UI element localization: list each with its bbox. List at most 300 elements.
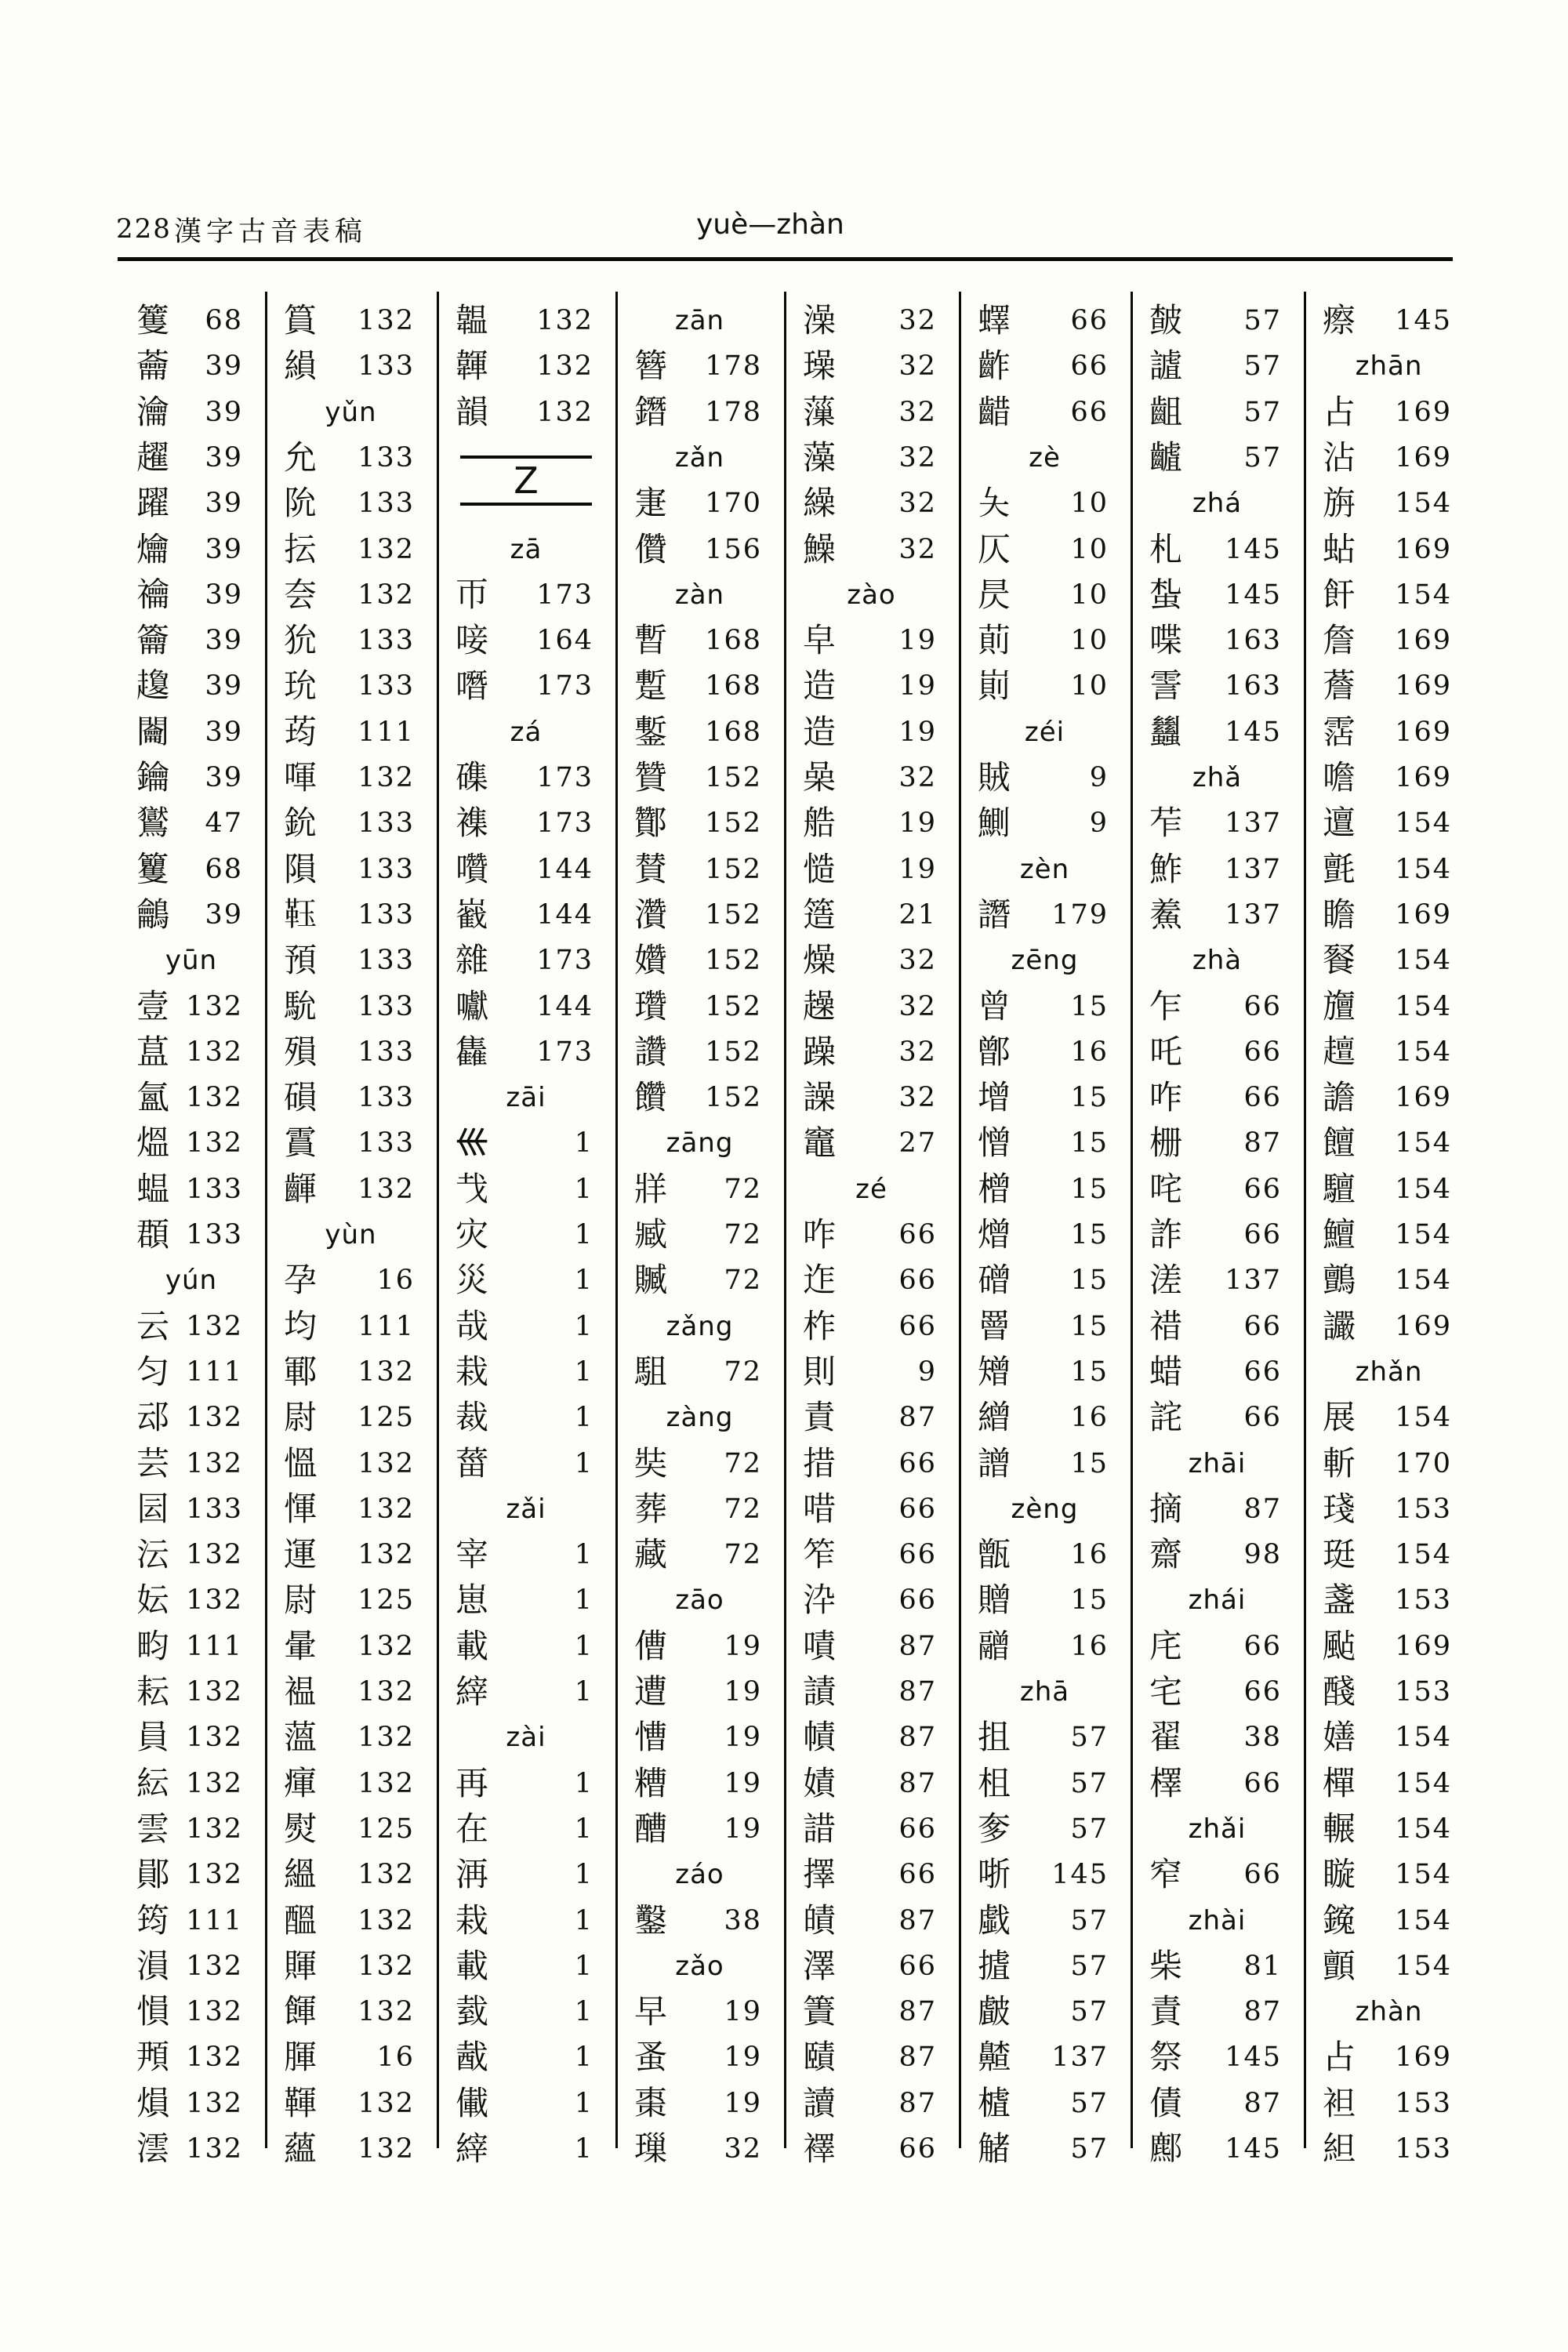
entry-character: 瘒 bbox=[284, 1764, 318, 1802]
entry-character: 䋎 bbox=[1323, 2129, 1356, 2168]
pinyin-heading: zāo bbox=[675, 1584, 724, 1616]
entry-page-number: 81 bbox=[1243, 1951, 1282, 1982]
entry-page-number: 15 bbox=[1070, 1174, 1109, 1205]
entry-character: 哉 bbox=[456, 1307, 489, 1345]
entry-row bbox=[1304, 2081, 1474, 2126]
entry-row bbox=[118, 1852, 265, 1897]
entry-character: 蜡 bbox=[1149, 1352, 1183, 1391]
entry-character: 玧 bbox=[284, 666, 318, 705]
entry-character: 霣 bbox=[284, 1123, 318, 1162]
entry-row bbox=[265, 1852, 437, 1897]
entry-row bbox=[265, 435, 437, 481]
entry-page-number: 39 bbox=[205, 442, 243, 474]
entry-character: 畇 bbox=[136, 1627, 170, 1665]
entry-page-number: 10 bbox=[1070, 579, 1109, 611]
entry-character: 唼 bbox=[456, 621, 489, 659]
entry-character: 雥 bbox=[456, 1033, 489, 1071]
entry-page-number: 10 bbox=[1070, 488, 1109, 519]
entry-character: 酨 bbox=[456, 2038, 489, 2076]
entry-page-number: 87 bbox=[898, 2088, 937, 2119]
entry-page-number: 66 bbox=[1243, 1768, 1282, 1799]
entry-row bbox=[265, 1349, 437, 1395]
entry-character: 蒀 bbox=[136, 1033, 170, 1071]
entry-character: 愪 bbox=[136, 1992, 170, 2031]
entry-page-number: 66 bbox=[1070, 397, 1109, 428]
entry-row bbox=[784, 343, 959, 389]
entry-character: 䪳 bbox=[136, 2038, 170, 2076]
entry-page-number: 154 bbox=[1395, 1036, 1452, 1068]
entry-row bbox=[1304, 298, 1474, 343]
entry-character: 甑 bbox=[978, 1535, 1011, 1573]
entry-row bbox=[784, 1898, 959, 1944]
entry-character: 燥 bbox=[803, 941, 837, 979]
entry-character: 措 bbox=[803, 1444, 837, 1483]
entry-page-number: 132 bbox=[186, 1996, 243, 2027]
entry-character: 讀 bbox=[803, 2084, 837, 2122]
entry-row bbox=[959, 1852, 1131, 1897]
entry-page-number: 1 bbox=[574, 1402, 593, 1433]
entry-row bbox=[1304, 1212, 1474, 1258]
entry-page-number: 19 bbox=[724, 2042, 762, 2073]
entry-page-number: 16 bbox=[376, 1265, 415, 1296]
entry-row bbox=[784, 1486, 959, 1532]
entry-character: 讝 bbox=[1323, 1307, 1356, 1345]
entry-page-number: 137 bbox=[1225, 899, 1282, 931]
entry-character: 棗 bbox=[634, 2084, 668, 2122]
entry-character: 褞 bbox=[284, 1672, 318, 1711]
entry-character: 譖 bbox=[978, 895, 1011, 934]
divider-line bbox=[460, 503, 593, 506]
entry-row bbox=[265, 618, 437, 663]
entry-character: 孕 bbox=[284, 1261, 318, 1299]
entry-row bbox=[1304, 847, 1474, 892]
entry-row bbox=[1304, 1806, 1474, 1852]
entry-row bbox=[959, 984, 1131, 1029]
entry-page-number: 132 bbox=[186, 1448, 243, 1479]
entry-character: 柴 bbox=[1149, 1947, 1183, 1985]
entry-row bbox=[959, 1532, 1131, 1577]
entry-row bbox=[615, 938, 784, 983]
entry-row bbox=[784, 1624, 959, 1669]
entry-row bbox=[437, 390, 615, 435]
entry-row bbox=[265, 2034, 437, 2080]
entry-row bbox=[265, 1532, 437, 1577]
entry-page-number: 132 bbox=[358, 2133, 415, 2165]
entry-page-number: 152 bbox=[705, 808, 762, 839]
entry-page-number: 19 bbox=[724, 1768, 762, 1799]
entry-character: 氳 bbox=[136, 1078, 170, 1116]
entry-row bbox=[959, 1577, 1131, 1623]
entry-row bbox=[784, 938, 959, 983]
entry-page-number: 132 bbox=[186, 2042, 243, 2073]
entry-row bbox=[118, 1715, 265, 1760]
pinyin-heading: zhǎ bbox=[1192, 762, 1243, 793]
entry-page-number: 15 bbox=[1070, 1219, 1109, 1250]
entry-page-number: 66 bbox=[898, 1311, 937, 1342]
entry-page-number: 132 bbox=[186, 1082, 243, 1113]
entry-row bbox=[959, 298, 1131, 343]
entry-page-number: 66 bbox=[1243, 1402, 1282, 1433]
entry-character: 縕 bbox=[284, 1855, 318, 1893]
entry-page-number: 137 bbox=[1051, 2042, 1109, 2073]
entry-row bbox=[784, 710, 959, 755]
entry-row bbox=[265, 1486, 437, 1532]
entry-row bbox=[1131, 1120, 1304, 1166]
entry-row bbox=[959, 572, 1131, 618]
entry-row bbox=[615, 1806, 784, 1852]
entry-character: 齋 bbox=[1149, 1535, 1183, 1573]
entry-page-number: 1 bbox=[574, 2088, 593, 2119]
entry-row bbox=[1131, 984, 1304, 1029]
entry-page-number: 66 bbox=[1243, 1219, 1282, 1250]
entry-row bbox=[437, 2126, 615, 2172]
entry-character: 乍 bbox=[1149, 987, 1183, 1025]
entry-page-number: 15 bbox=[1070, 1584, 1109, 1616]
entry-character: 趯 bbox=[136, 438, 170, 477]
book-title: 漢字古音表稿 bbox=[174, 216, 368, 248]
pinyin-heading: zǎi bbox=[506, 1494, 546, 1525]
entry-page-number: 39 bbox=[205, 397, 243, 428]
entry-page-number: 87 bbox=[1243, 1494, 1282, 1525]
entry-character: 旃 bbox=[1323, 484, 1356, 522]
pinyin-heading: zāng bbox=[666, 1127, 734, 1159]
entry-page-number: 1 bbox=[574, 1631, 593, 1662]
entry-page-number: 133 bbox=[358, 991, 415, 1022]
entry-page-number: 125 bbox=[358, 1402, 415, 1433]
entry-row bbox=[1304, 938, 1474, 983]
entry-character: 䢵 bbox=[136, 1398, 170, 1436]
entry-page-number: 57 bbox=[1070, 2133, 1109, 2165]
entry-character: 雲 bbox=[136, 1809, 170, 1848]
entry-character: 灒 bbox=[634, 895, 668, 934]
entry-character: 珽 bbox=[1323, 1535, 1356, 1573]
entry-page-number: 173 bbox=[536, 670, 593, 702]
entry-page-number: 133 bbox=[186, 1494, 243, 1525]
pinyin-heading: zēng bbox=[1011, 945, 1079, 976]
entry-page-number: 152 bbox=[705, 1082, 762, 1113]
entry-character: 幘 bbox=[803, 1718, 837, 1756]
entry-row bbox=[784, 1441, 959, 1486]
entry-character: 賊 bbox=[978, 758, 1011, 797]
entry-row bbox=[118, 1944, 265, 1989]
entry-character: 咋 bbox=[1149, 1078, 1183, 1116]
entry-character: 蹔 bbox=[634, 666, 668, 705]
entry-row bbox=[615, 2034, 784, 2080]
pinyin-heading: yǔn bbox=[325, 397, 377, 428]
entry-page-number: 169 bbox=[1395, 534, 1452, 565]
entry-character: 溠 bbox=[1149, 1261, 1183, 1299]
entry-row bbox=[784, 1304, 959, 1349]
entry-character: 䰝 bbox=[978, 1627, 1011, 1665]
entry-row bbox=[615, 1532, 784, 1577]
pinyin-heading: zéi bbox=[1024, 717, 1065, 748]
entry-page-number: 111 bbox=[358, 717, 415, 748]
entry-page-number: 15 bbox=[1070, 991, 1109, 1022]
entry-row bbox=[437, 847, 615, 892]
entry-page-number: 66 bbox=[1243, 1676, 1282, 1708]
entry-character: 譟 bbox=[803, 1078, 837, 1116]
entry-character: 昃 bbox=[978, 575, 1011, 614]
entry-page-number: 72 bbox=[724, 1448, 762, 1479]
entry-page-number: 57 bbox=[1070, 2088, 1109, 2119]
entry-row bbox=[437, 618, 615, 663]
entry-character: 柞 bbox=[803, 1307, 837, 1345]
entry-row bbox=[615, 984, 784, 1029]
entry-character: 饡 bbox=[634, 1078, 668, 1116]
pinyin-heading: zhāi bbox=[1188, 1448, 1247, 1479]
entry-page-number: 132 bbox=[186, 1311, 243, 1342]
entry-page-number: 132 bbox=[358, 305, 415, 336]
entry-character: 縡 bbox=[456, 2129, 489, 2168]
entry-page-number: 132 bbox=[186, 1539, 243, 1570]
entry-page-number: 66 bbox=[898, 1859, 937, 1890]
entry-character: 鱣 bbox=[1323, 1215, 1356, 1254]
entry-row bbox=[784, 2081, 959, 2126]
entry-page-number: 38 bbox=[1243, 1722, 1282, 1753]
entry-page-number: 133 bbox=[358, 442, 415, 474]
entry-row bbox=[1131, 1258, 1304, 1303]
entry-page-number: 164 bbox=[536, 625, 593, 656]
entry-row bbox=[1304, 710, 1474, 755]
entry-character: 氈 bbox=[1323, 850, 1356, 888]
entry-row bbox=[615, 1624, 784, 1669]
pinyin-heading: yún bbox=[165, 1265, 218, 1296]
entry-row bbox=[437, 1258, 615, 1303]
entry-character: 災 bbox=[456, 1261, 489, 1299]
pinyin-heading: zhǎn bbox=[1355, 1356, 1423, 1388]
entry-character: 造 bbox=[803, 666, 837, 705]
entry-character: 腪 bbox=[284, 2038, 318, 2076]
entry-page-number: 66 bbox=[898, 1219, 937, 1250]
entry-row bbox=[118, 572, 265, 618]
entry-row bbox=[437, 755, 615, 800]
entry-character: 宰 bbox=[456, 1535, 489, 1573]
entry-page-number: 154 bbox=[1395, 1905, 1452, 1936]
pinyin-heading: zàn bbox=[674, 579, 725, 611]
entry-character: 妘 bbox=[136, 1581, 170, 1619]
entry-row bbox=[784, 390, 959, 435]
entry-row bbox=[1131, 1852, 1304, 1897]
entry-character: 壹 bbox=[136, 987, 170, 1025]
entry-page-number: 27 bbox=[898, 1127, 937, 1159]
entry-row bbox=[437, 663, 615, 709]
entry-row bbox=[784, 1806, 959, 1852]
entry-character: 䥉 bbox=[1323, 1901, 1356, 1940]
entry-character: 賛 bbox=[634, 850, 668, 888]
entry-page-number: 66 bbox=[1243, 1631, 1282, 1662]
entry-row bbox=[437, 1441, 615, 1486]
entry-character: 躁 bbox=[803, 1033, 837, 1071]
entry-row bbox=[1304, 572, 1474, 618]
entry-character: 鮓 bbox=[1149, 850, 1183, 888]
entry-character: 匀 bbox=[136, 1352, 170, 1391]
entry-row bbox=[1131, 847, 1304, 892]
entry-character: 栽 bbox=[456, 1352, 489, 1391]
entry-character: 賾 bbox=[803, 2038, 837, 2076]
entry-page-number: 170 bbox=[705, 488, 762, 519]
entry-page-number: 144 bbox=[536, 854, 593, 885]
entry-page-number: 169 bbox=[1395, 397, 1452, 428]
entry-page-number: 87 bbox=[898, 1996, 937, 2027]
entry-page-number: 169 bbox=[1395, 899, 1452, 931]
entry-page-number: 132 bbox=[186, 1036, 243, 1068]
pinyin-heading: zhái bbox=[1188, 1584, 1247, 1616]
entry-character: 𩊇 bbox=[284, 895, 318, 934]
entry-row bbox=[615, 527, 784, 572]
entry-row bbox=[959, 1441, 1131, 1486]
entry-page-number: 66 bbox=[1243, 991, 1282, 1022]
entry-page-number: 132 bbox=[186, 1584, 243, 1616]
entry-page-number: 72 bbox=[724, 1174, 762, 1205]
entry-character: 矰 bbox=[978, 1352, 1011, 1391]
entry-character: 紜 bbox=[136, 1764, 170, 1802]
entry-row bbox=[265, 1669, 437, 1715]
entry-row bbox=[784, 1258, 959, 1303]
entry-character: 賱 bbox=[284, 1947, 318, 1985]
entry-row bbox=[437, 1761, 615, 1806]
entry-page-number: 153 bbox=[1395, 1494, 1452, 1525]
entry-row bbox=[959, 390, 1131, 435]
entry-page-number: 66 bbox=[1243, 1311, 1282, 1342]
entry-row bbox=[437, 1532, 615, 1577]
entry-row bbox=[1304, 1486, 1474, 1532]
entry-row bbox=[1304, 1167, 1474, 1212]
entry-character: 擇 bbox=[803, 1855, 837, 1893]
entry-page-number: 111 bbox=[186, 1631, 243, 1662]
entry-character: 贓 bbox=[634, 1261, 668, 1299]
entry-page-number: 169 bbox=[1395, 717, 1452, 748]
pinyin-heading: zhá bbox=[1192, 488, 1243, 519]
entry-page-number: 133 bbox=[358, 1082, 415, 1113]
entry-character: 狁 bbox=[284, 621, 318, 659]
entry-row bbox=[959, 1715, 1131, 1760]
entry-row bbox=[1304, 390, 1474, 435]
entry-character: 抎 bbox=[284, 530, 318, 568]
entry-row bbox=[118, 1075, 265, 1120]
entry-character: 謯 bbox=[1149, 347, 1183, 385]
entry-row bbox=[265, 755, 437, 800]
entry-character: 芸 bbox=[136, 1444, 170, 1483]
entry-row bbox=[1304, 1029, 1474, 1075]
entry-character: 蝹 bbox=[136, 1170, 170, 1208]
entry-character: 樿 bbox=[1323, 1764, 1356, 1802]
entry-character: 在 bbox=[456, 1809, 489, 1848]
entry-page-number: 111 bbox=[186, 1905, 243, 1936]
entry-character: 艁 bbox=[803, 804, 837, 842]
entry-row bbox=[784, 984, 959, 1029]
entry-character: 葬 bbox=[634, 1490, 668, 1528]
entry-page-number: 66 bbox=[1243, 1082, 1282, 1113]
pinyin-heading: zè bbox=[1029, 442, 1061, 474]
entry-character: 囐 bbox=[456, 987, 489, 1025]
entry-page-number: 154 bbox=[1395, 1127, 1452, 1159]
entry-character: 趮 bbox=[803, 987, 837, 1025]
entry-page-number: 132 bbox=[186, 1813, 243, 1845]
entry-character: 運 bbox=[284, 1535, 318, 1573]
entry-row bbox=[959, 1258, 1131, 1303]
entry-row bbox=[118, 800, 265, 846]
entry-row bbox=[437, 1806, 615, 1852]
entry-character: 謮 bbox=[803, 1672, 837, 1711]
entry-page-number: 19 bbox=[898, 808, 937, 839]
entry-character: 蠌 bbox=[978, 301, 1011, 339]
entry-character: 則 bbox=[803, 1352, 837, 1391]
entry-page-number: 47 bbox=[205, 808, 243, 839]
entry-page-number: 32 bbox=[898, 991, 937, 1022]
entry-character: 憎 bbox=[978, 1123, 1011, 1162]
entry-page-number: 87 bbox=[1243, 2088, 1282, 2119]
entry-row bbox=[959, 1806, 1131, 1852]
entry-row bbox=[615, 1075, 784, 1120]
entry-row bbox=[615, 1989, 784, 2034]
entry-character: 占 bbox=[1323, 393, 1356, 431]
entry-row bbox=[1304, 481, 1474, 526]
entry-page-number: 178 bbox=[705, 350, 762, 382]
entry-character: 薻 bbox=[803, 393, 837, 431]
entry-row bbox=[784, 618, 959, 663]
entry-page-number: 19 bbox=[898, 670, 937, 702]
entry-character: 耘 bbox=[136, 1672, 170, 1711]
entry-page-number: 133 bbox=[358, 488, 415, 519]
entry-page-number: 173 bbox=[536, 945, 593, 976]
pinyin-heading: yùn bbox=[325, 1219, 377, 1250]
entry-page-number: 1 bbox=[574, 1539, 593, 1570]
entry-page-number: 68 bbox=[205, 854, 243, 885]
entry-character: 載 bbox=[456, 1627, 489, 1665]
entry-page-number: 1 bbox=[574, 1356, 593, 1388]
entry-row bbox=[437, 2081, 615, 2126]
entry-row bbox=[959, 892, 1131, 938]
entry-page-number: 32 bbox=[898, 488, 937, 519]
entry-character: 鸇 bbox=[1323, 1261, 1356, 1299]
entry-page-number: 169 bbox=[1395, 1082, 1452, 1113]
entry-character: 責 bbox=[803, 1398, 837, 1436]
entry-page-number: 1 bbox=[574, 1311, 593, 1342]
entry-page-number: 154 bbox=[1395, 579, 1452, 611]
entry-character: 祭 bbox=[1149, 2038, 1183, 2076]
entry-page-number: 15 bbox=[1070, 1127, 1109, 1159]
entry-row bbox=[615, 1441, 784, 1486]
entry-page-number: 72 bbox=[724, 1356, 762, 1388]
entry-character: 諎 bbox=[803, 1809, 837, 1848]
entry-row bbox=[1304, 1852, 1474, 1897]
entry-character: 贊 bbox=[634, 758, 668, 797]
pinyin-heading: zāi bbox=[506, 1082, 546, 1113]
entry-character: 喗 bbox=[284, 758, 318, 797]
entry-page-number: 132 bbox=[358, 1494, 415, 1525]
entry-row bbox=[959, 1349, 1131, 1395]
entry-row bbox=[265, 1395, 437, 1440]
entry-page-number: 66 bbox=[898, 1494, 937, 1525]
entry-row bbox=[265, 1989, 437, 2034]
entry-page-number: 169 bbox=[1395, 762, 1452, 793]
entry-row bbox=[959, 618, 1131, 663]
entry-character: 簉 bbox=[803, 895, 837, 934]
entry-row bbox=[1131, 892, 1304, 938]
entry-character: 喿 bbox=[803, 758, 837, 797]
entry-character: 蚻 bbox=[1149, 575, 1183, 614]
entry-character: 臷 bbox=[456, 1992, 489, 2031]
entry-row bbox=[118, 1395, 265, 1440]
entry-character: 篔 bbox=[284, 301, 318, 339]
entry-character: 糟 bbox=[634, 1764, 668, 1802]
entry-row bbox=[784, 755, 959, 800]
entry-row bbox=[437, 938, 615, 983]
entry-character: 遭 bbox=[634, 1672, 668, 1711]
entry-row bbox=[1131, 1395, 1304, 1440]
entry-page-number: 133 bbox=[358, 945, 415, 976]
entry-row bbox=[615, 663, 784, 709]
